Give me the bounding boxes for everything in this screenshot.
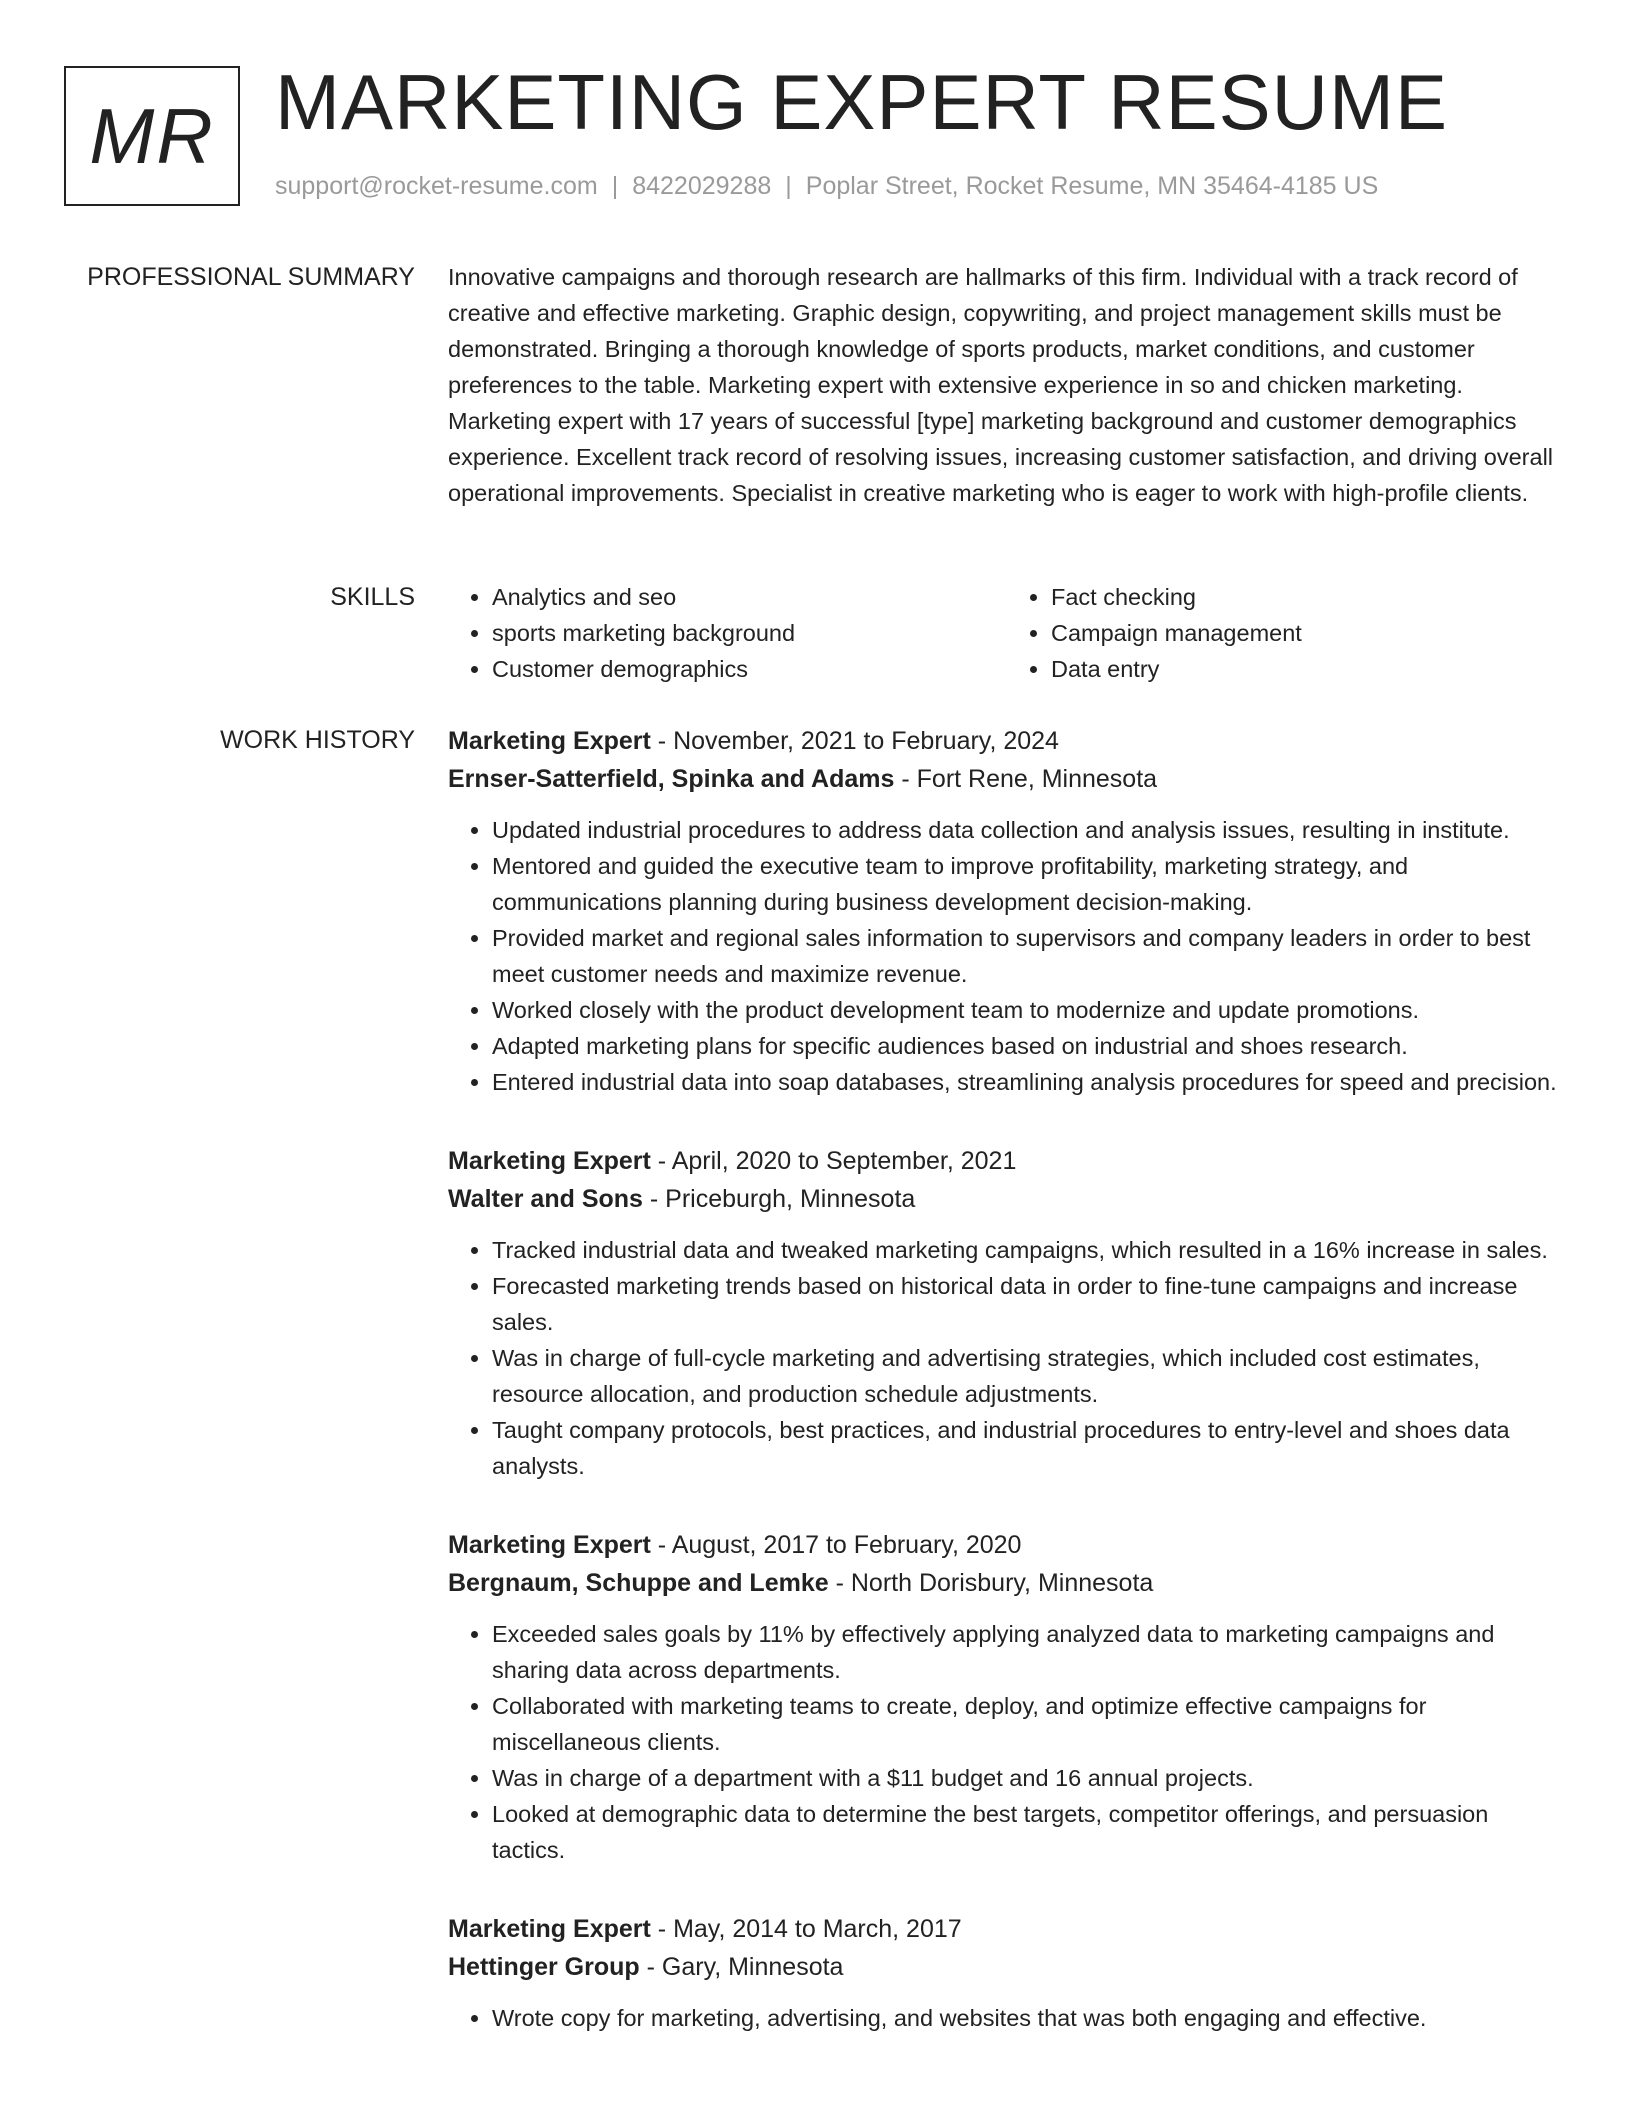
job-bullets	[448, 2000, 1566, 2036]
job-location: - Gary, Minnesota	[646, 1953, 844, 1981]
job-company-line	[448, 760, 1566, 798]
skills-body	[448, 579, 1566, 687]
job-bullet: • Tracked industrial data and tweaked marketing campaigns, which resulted in a 16% increase in sales.	[492, 1232, 1566, 1268]
contact-separator: |	[611, 172, 619, 200]
job-company: Hettinger Group	[448, 1953, 640, 1981]
skills-heading: SKILLS	[330, 583, 415, 611]
summary-heading: PROFESSIONAL SUMMARY	[87, 263, 415, 291]
job-dates: - August, 2017 to February, 2020	[657, 1531, 1022, 1559]
job-bullet: • Collaborated with marketing teams to create, deploy, and optimize effective campaigns for miscellaneous clients.	[492, 1688, 1566, 1760]
job-company-line	[448, 1180, 1566, 1218]
job-title-line	[448, 1526, 1566, 1564]
job-title-line	[448, 1910, 1566, 1948]
job-bullet: • Updated industrial procedures to address data collection and analysis issues, resulting in institute.	[492, 812, 1566, 848]
job-bullet: • Mentored and guided the executive team to improve profitability, marketing strategy, and communications planning during business development decision-making.	[492, 848, 1566, 920]
job-location: - North Dorisbury, Minnesota	[835, 1569, 1154, 1597]
job-title: Marketing Expert	[448, 1531, 651, 1559]
skill-item: • Analytics and seo	[492, 579, 1007, 615]
job-bullet: • Looked at demographic data to determine the best targets, competitor offerings, and persuasion tactics.	[492, 1796, 1566, 1868]
job-bullet: • Was in charge of a department with a $11 budget and 16 annual projects.	[492, 1760, 1566, 1796]
job-company-line	[448, 1948, 1566, 1986]
job-title-line	[448, 722, 1566, 760]
contact-separator: |	[785, 172, 792, 200]
job-bullets	[448, 1616, 1566, 1868]
job-location: - Priceburgh, Minnesota	[649, 1185, 916, 1213]
job-bullet: • Wrote copy for marketing, advertising, and websites that was both engaging and effective.	[492, 2000, 1566, 2036]
summary-text: Innovative campaigns and thorough research are hallmarks of this firm. Individual with a track record of creative and effective marketing. Graphic design, copywriting, and project management skills must be demonstrated. Bringing a thorough knowledge of sports products, market conditions, and customer preferences to the table. Marketing expert with extensive experience in so and chicken marketing. Marketing expert with 17 years of successful [type] marketing background and customer demographics experience. Excellent track record of resolving issues, increasing customer satisfaction, and driving overall operational improvements. Specialist in creative marketing who is eager to work with high-profile clients.	[448, 264, 1554, 506]
job-entry	[448, 1526, 1566, 1868]
job-bullet: • Provided market and regional sales information to supervisors and company leaders in order to best meet customer needs and maximize revenue.	[492, 920, 1566, 992]
job-bullet: • Adapted marketing plans for specific audiences based on industrial and shoes research.	[492, 1028, 1566, 1064]
job-company: Ernser-Satterfield, Spinka and Adams	[448, 765, 895, 793]
contact-phone: 8422029288	[632, 172, 772, 200]
job-bullet: • Was in charge of full-cycle marketing and advertising strategies, which included cost estimates, resource allocation, and production schedule adjustments.	[492, 1340, 1566, 1412]
resume-title: MARKETING EXPERT RESUME	[275, 58, 1449, 146]
job-title: Marketing Expert	[448, 727, 651, 755]
summary-body	[448, 259, 1566, 511]
job-bullet: • Exceeded sales goals by 11% by effectively applying analyzed data to marketing campaigns and sharing data across departments.	[492, 1616, 1566, 1688]
job-entry	[448, 722, 1566, 1100]
job-company-line	[448, 1564, 1566, 1602]
skill-item: • Customer demographics	[492, 651, 1007, 687]
monogram-logo: MR	[64, 66, 240, 206]
job-dates: - May, 2014 to March, 2017	[657, 1915, 962, 1943]
skills-list-left	[448, 579, 1007, 687]
job-company: Bergnaum, Schuppe and Lemke	[448, 1569, 829, 1597]
job-dates: - April, 2020 to September, 2021	[657, 1147, 1017, 1175]
job-title: Marketing Expert	[448, 1915, 651, 1943]
work-history-heading: WORK HISTORY	[220, 726, 415, 754]
job-bullets	[448, 1232, 1566, 1484]
job-company: Walter and Sons	[448, 1185, 643, 1213]
skills-list-right	[1007, 579, 1566, 687]
contact-address: Poplar Street, Rocket Resume, MN 35464-4185 US	[805, 172, 1379, 200]
skill-item: • Fact checking	[1051, 579, 1566, 615]
contact-email: support@rocket-resume.com	[275, 172, 598, 200]
job-entry	[448, 1910, 1566, 2036]
job-title-line	[448, 1142, 1566, 1180]
skill-item: • Campaign management	[1051, 615, 1566, 651]
job-bullet: • Entered industrial data into soap databases, streamlining analysis procedures for speed and precision.	[492, 1064, 1566, 1100]
skill-item: • sports marketing background	[492, 615, 1007, 651]
job-bullets	[448, 812, 1566, 1100]
skill-item: • Data entry	[1051, 651, 1566, 687]
job-location: - Fort Rene, Minnesota	[901, 765, 1158, 793]
job-bullet: • Worked closely with the product development team to modernize and update promotions.	[492, 992, 1566, 1028]
job-entry	[448, 1142, 1566, 1484]
job-bullet: • Forecasted marketing trends based on historical data in order to fine-tune campaigns and increase sales.	[492, 1268, 1566, 1340]
job-bullet: • Taught company protocols, best practices, and industrial procedures to entry-level and shoes data analysts.	[492, 1412, 1566, 1484]
job-dates: - November, 2021 to February, 2024	[657, 727, 1059, 755]
job-title: Marketing Expert	[448, 1147, 651, 1175]
contact-line	[275, 172, 1378, 201]
work-history-body	[448, 722, 1566, 2078]
